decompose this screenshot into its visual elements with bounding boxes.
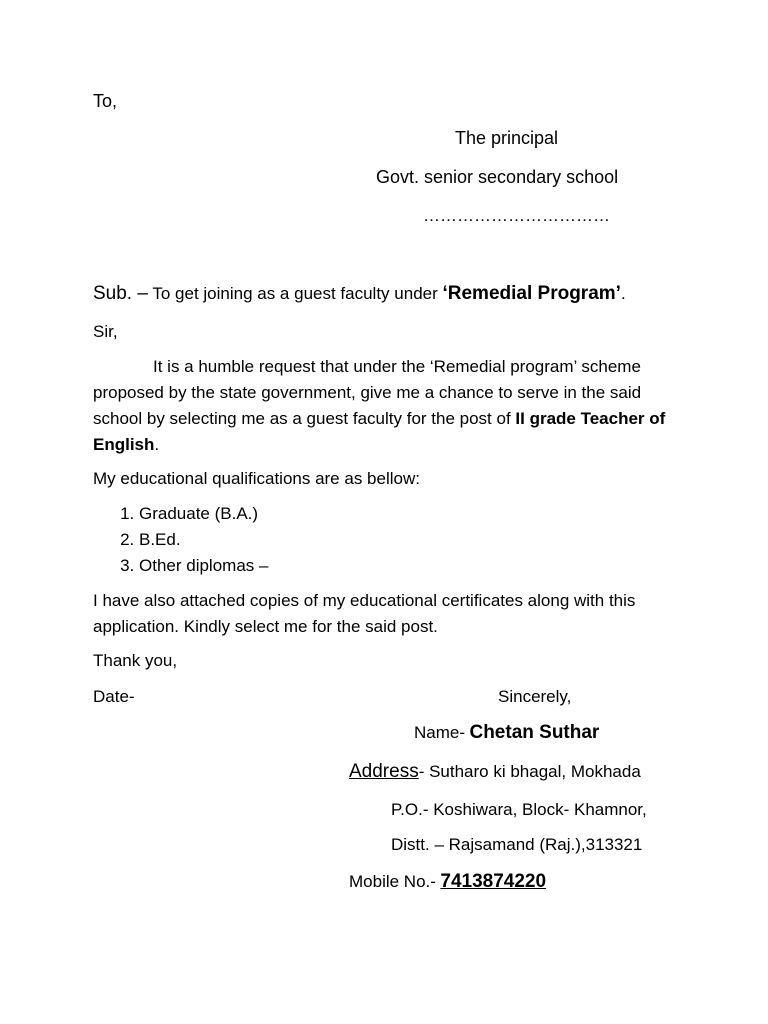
- subject-program: ‘Remedial Program’: [442, 283, 621, 304]
- subject-line: [93, 283, 626, 305]
- name-label: Name-: [414, 723, 466, 742]
- qualifications-list: [93, 501, 268, 579]
- body-text: It is a humble request that under the ‘Remedial program’ scheme proposed by the state government, give me a chance to serve in the said school by selecting me as a guest faculty for the post of: [93, 357, 642, 428]
- qualifications-intro: My educational qualifications are as bellow:: [93, 469, 420, 488]
- body-end: .: [154, 435, 160, 454]
- thanks: Thank you,: [93, 651, 178, 670]
- address-text-1: - Sutharo ki bhagal, Mokhada: [418, 762, 641, 781]
- salutation-to: To,: [93, 91, 118, 111]
- mobile-line: [349, 871, 546, 893]
- address-line-3: Distt. – Rajsamand (Raj.),313321: [391, 835, 643, 854]
- closing: Sincerely,: [498, 687, 572, 706]
- address-line-1: [349, 761, 641, 783]
- signature-name-line: [414, 722, 599, 744]
- attachment-note: I have also attached copies of my educational certificates along with this application. Kindly select me for the said post.: [93, 591, 636, 636]
- subject-text: To get joining as a guest faculty under: [147, 284, 443, 303]
- list-item: 1. Graduate (B.A.): [139, 501, 268, 527]
- list-item: 2. B.Ed.: [139, 527, 268, 553]
- subject-end: .: [620, 284, 626, 303]
- mobile-label: Mobile No.-: [349, 872, 436, 891]
- list-item: 3. Other diplomas –: [139, 553, 268, 579]
- address-line-2: P.O.- Koshiwara, Block- Khamnor,: [391, 800, 647, 819]
- post-name: II grade Teacher of English: [93, 409, 666, 454]
- address-label: Address: [349, 761, 419, 782]
- greeting: Sir,: [93, 322, 118, 341]
- subject-prefix: Sub. –: [93, 283, 148, 304]
- recipient-line-2: Govt. senior secondary school: [376, 167, 619, 187]
- body-paragraph: [93, 354, 673, 458]
- date-label: Date-: [93, 687, 135, 706]
- recipient-line-3: ……………………………: [423, 206, 610, 225]
- recipient-line-1: The principal: [455, 128, 559, 148]
- signer-name: Chetan Suthar: [469, 722, 600, 743]
- mobile-number: 7413874220: [440, 871, 547, 892]
